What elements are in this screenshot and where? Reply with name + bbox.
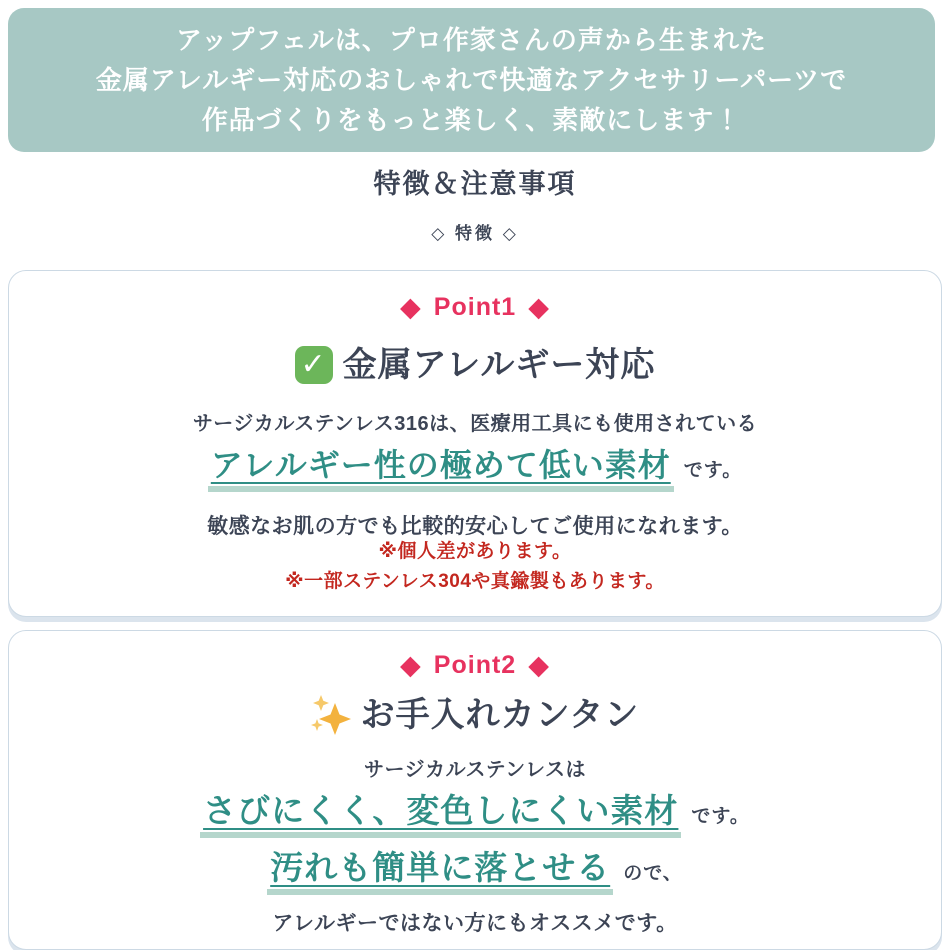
point2-badge xyxy=(400,651,550,679)
point1-heading xyxy=(295,345,656,385)
diamond-left-icon: ◆ xyxy=(400,650,422,680)
point2-highlight-text-2: 汚れも簡単に落とせる xyxy=(267,848,613,895)
banner-line-3: 作品づくりをもっと楽しく、素敵にします！ xyxy=(201,105,742,135)
point2-highlight-text-1: さびにくく、変色しにくい素材 xyxy=(200,791,681,838)
point1-body-text: 敏感なお肌の方でも比較的安心してご使用になれます。 xyxy=(207,515,743,538)
point2-intro-text: サージカルステンレスは xyxy=(364,759,586,781)
point2-highlight-line-1 xyxy=(200,791,750,838)
diamond-right-icon: ◆ xyxy=(528,650,550,680)
banner-line-2: 金属アレルギー対応のおしゃれで快適なアクセサリーパーツで xyxy=(95,65,848,95)
point1-label: Point1 xyxy=(433,293,517,321)
point2-heading-text: お手入れカンタン xyxy=(360,696,640,734)
point2-highlight-suffix-2: ので、 xyxy=(623,863,683,884)
diamond-right-icon: ◆ xyxy=(528,292,550,322)
point1-highlight-suffix: です。 xyxy=(683,460,743,481)
diamond-left-icon: ◆ xyxy=(400,292,422,322)
point1-note-2: ※一部ステンレス304や真鍮製もあります。 xyxy=(285,571,665,592)
point2-card xyxy=(8,630,942,950)
check-icon: ✓ xyxy=(295,346,333,384)
point1-card xyxy=(8,270,942,617)
point2-label: Point2 xyxy=(433,651,517,679)
point2-highlight-suffix-1: です。 xyxy=(691,806,750,827)
point1-heading-text: 金属アレルギー対応 xyxy=(342,346,656,384)
intro-banner xyxy=(8,8,935,152)
banner-line-1: アップフェルは、プロ作家さんの声から生まれた xyxy=(176,25,767,55)
point1-highlight-line xyxy=(208,445,742,492)
point1-intro-text: サージカルステンレス316は、医療用工具にも使用されている xyxy=(192,413,758,435)
point1-note-1: ※個人差があります。 xyxy=(378,541,572,562)
section-subtitle: ◇ 特徴 ◇ xyxy=(431,224,519,243)
point1-badge xyxy=(400,293,550,321)
point2-highlight-line-2 xyxy=(267,848,683,895)
point2-body-text: アレルギーではない方にもオススメです。 xyxy=(272,912,678,935)
point2-heading xyxy=(311,695,640,735)
page-title: 特徴＆注意事項 xyxy=(373,169,577,199)
sparkles-icon xyxy=(311,695,351,735)
point1-highlight-text: アレルギー性の極めて低い素材 xyxy=(208,445,674,492)
